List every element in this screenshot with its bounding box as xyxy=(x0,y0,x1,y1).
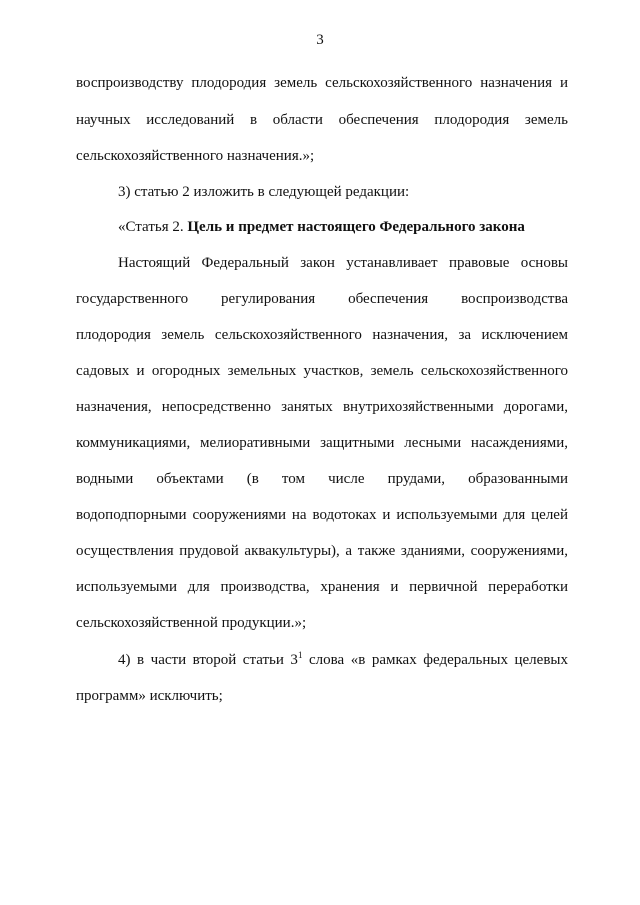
text-line: садовых и огородных земельных участков, земель сельскохозяйственного xyxy=(76,363,568,379)
article-heading xyxy=(118,218,568,236)
text-line: назначения, непосредственно занятых внутрихозяйственными дорогами, xyxy=(76,399,568,415)
text-line: государственного регулирования обеспечения воспроизводства xyxy=(76,291,568,307)
article-number: «Статья 2. xyxy=(118,219,184,235)
text-line: коммуникациями, мелиоративными защитными лесными насаждениями, xyxy=(76,435,568,451)
superscript: 1 xyxy=(297,650,303,660)
text-line: водными объектами (в том числе прудами, образованными xyxy=(76,471,568,487)
text-line: сельскохозяйственной продукции.»; xyxy=(76,615,307,631)
list-item-4-text-b: слова «в рамках федеральных целевых xyxy=(302,652,568,668)
list-item-3: 3) статью 2 изложить в следующей редакции: xyxy=(118,184,410,200)
text-line: научных исследований в области обеспечения плодородия земель xyxy=(76,112,568,128)
list-item-4-text-a: 4) в части второй статьи 3 xyxy=(118,652,298,668)
text-line: программ» исключить; xyxy=(76,688,223,704)
text-line: осуществления прудовой аквакультуры), а также зданиями, сооружениями, xyxy=(76,543,568,559)
text-line: плодородия земель сельскохозяйственного назначения, за исключением xyxy=(76,327,568,343)
text-line: сельскохозяйственного назначения.»; xyxy=(76,148,315,164)
article-title: Цель и предмет настоящего Федерального закона xyxy=(187,219,525,235)
text-line: используемыми для производства, хранения и первичной переработки xyxy=(76,579,568,595)
page-number: 3 xyxy=(316,32,324,48)
text-line: Настоящий Федеральный закон устанавливает правовые основы xyxy=(118,255,568,271)
list-item-4 xyxy=(118,651,568,669)
text-line: водоподпорными сооружениями на водотоках и используемыми для целей xyxy=(76,507,568,523)
text-line: воспроизводству плодородия земель сельскохозяйственного назначения и xyxy=(76,75,568,91)
